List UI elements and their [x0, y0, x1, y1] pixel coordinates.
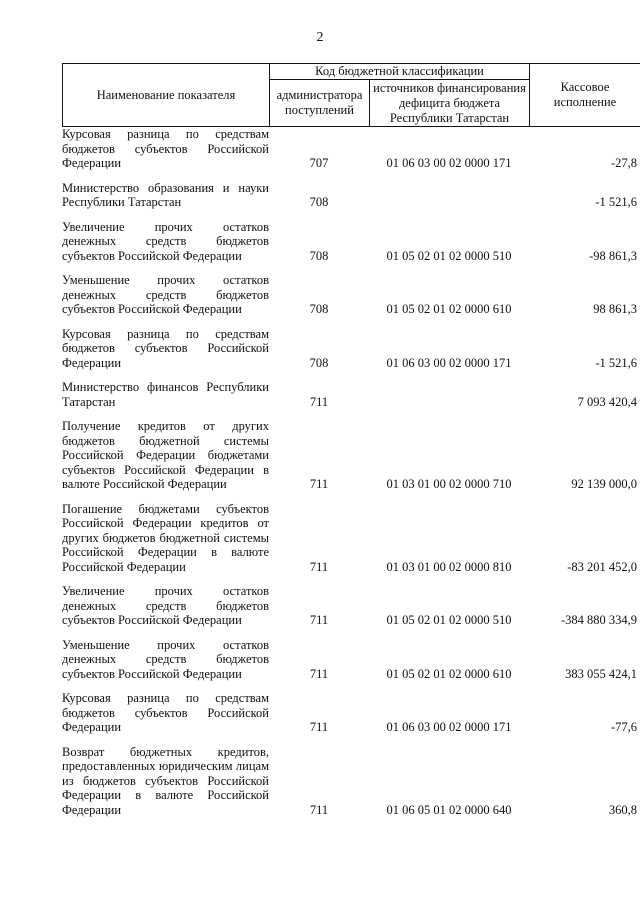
row-source-code: 01 03 01 00 02 0000 710 [386, 477, 512, 491]
row-name: Курсовая разница по средствам бюджетов субъектов Российской Федерации [62, 326, 269, 370]
row-amount: -83 201 452,0 [567, 559, 637, 574]
row-source-code: 01 06 03 00 02 0000 171 [386, 156, 512, 170]
row-source-code: 01 05 02 01 02 0000 610 [386, 666, 512, 681]
table-row [62, 220, 640, 264]
row-administrator-code: 711 [309, 802, 329, 817]
table-row [62, 502, 640, 575]
row-source-code: 01 06 05 01 02 0000 640 [386, 802, 512, 817]
table-row [62, 181, 640, 210]
row-amount: 383 055 424,1 [565, 666, 637, 681]
row-amount: -77,6 [610, 720, 637, 734]
row-name: Курсовая разница по средствам бюджетов субъектов Российской Федерации [62, 691, 269, 734]
row-source-code: 01 06 03 00 02 0000 171 [386, 355, 512, 370]
page-number: 2 [316, 30, 324, 45]
row-amount: -98 861,3 [589, 248, 637, 263]
row-amount: -384 880 334,9 [560, 613, 637, 627]
table-row [62, 273, 640, 317]
row-name: Министерство финансов Республики Татарстан [62, 380, 269, 409]
column-group-classification-code: Код бюджетной классификации [270, 64, 530, 80]
table-row [62, 419, 640, 492]
row-amount: 360,8 [608, 802, 637, 817]
row-administrator-code: 711 [309, 394, 329, 409]
table-row [62, 327, 640, 371]
row-source-code: 01 05 02 01 02 0000 510 [386, 248, 512, 263]
column-header-cash-execution: Кассовое исполнение [530, 64, 640, 127]
row-name: Погашение бюджетами субъектов Российской Федерации кредитов от других бюджетов бюджетной системы Российской Федерации в валюте Российской Федерации [62, 501, 269, 574]
column-header-administrator: администратора поступлений [270, 80, 370, 127]
row-administrator-code: 708 [309, 355, 329, 370]
row-name: Уменьшение прочих остатков денежных средств бюджетов субъектов Российской Федерации [62, 637, 269, 681]
table-row [62, 584, 640, 628]
row-name: Министерство образования и науки Республики Татарстан [62, 180, 269, 209]
row-name: Получение кредитов от других бюджетов бюджетной системы Российской Федерации бюджетами субъектов Российской Федерации в валюте Российской Федерации [62, 419, 269, 491]
row-administrator-code: 711 [309, 477, 329, 491]
column-header-financing-source: источников финансирования дефицита бюджета Республики Татарстан [370, 80, 530, 127]
row-administrator-code: 707 [309, 156, 329, 170]
row-amount: 7 093 420,4 [577, 394, 637, 409]
column-header-name: Наименование показателя [63, 64, 270, 127]
row-administrator-code: 708 [309, 195, 329, 209]
row-source-code: 01 06 03 00 02 0000 171 [386, 720, 512, 734]
row-amount: -1 521,6 [595, 355, 637, 370]
row-name: Уменьшение прочих остатков денежных средств бюджетов субъектов Российской Федерации [62, 273, 269, 316]
row-amount: 92 139 000,0 [571, 477, 637, 491]
row-administrator-code: 711 [309, 720, 329, 734]
table-row [62, 745, 640, 818]
row-amount: -27,8 [610, 156, 637, 170]
table-body [62, 127, 640, 827]
table-row [62, 380, 640, 409]
row-amount: 98 861,3 [593, 302, 637, 316]
row-name: Возврат бюджетных кредитов, предоставленных юридическим лицам из бюджетов субъектов Российской Федерации в валюте Российской Федерации [62, 744, 269, 817]
table-row [62, 127, 640, 171]
table-row [62, 638, 640, 682]
row-source-code: 01 05 02 01 02 0000 510 [386, 613, 512, 627]
row-amount: -1 521,6 [595, 195, 637, 209]
row-name: Курсовая разница по средствам бюджетов субъектов Российской Федерации [62, 127, 269, 170]
row-administrator-code: 711 [309, 559, 329, 574]
row-source-code: 01 03 01 00 02 0000 810 [386, 559, 512, 574]
row-administrator-code: 708 [309, 248, 329, 263]
table-header [62, 63, 640, 127]
row-source-code: 01 05 02 01 02 0000 610 [386, 302, 512, 316]
row-administrator-code: 711 [309, 613, 329, 627]
row-name: Увеличение прочих остатков денежных средств бюджетов субъектов Российской Федерации [62, 584, 269, 627]
row-name: Увеличение прочих остатков денежных средств бюджетов субъектов Российской Федерации [62, 219, 269, 263]
row-administrator-code: 711 [309, 666, 329, 681]
row-administrator-code: 708 [309, 302, 329, 316]
table-row [62, 691, 640, 735]
